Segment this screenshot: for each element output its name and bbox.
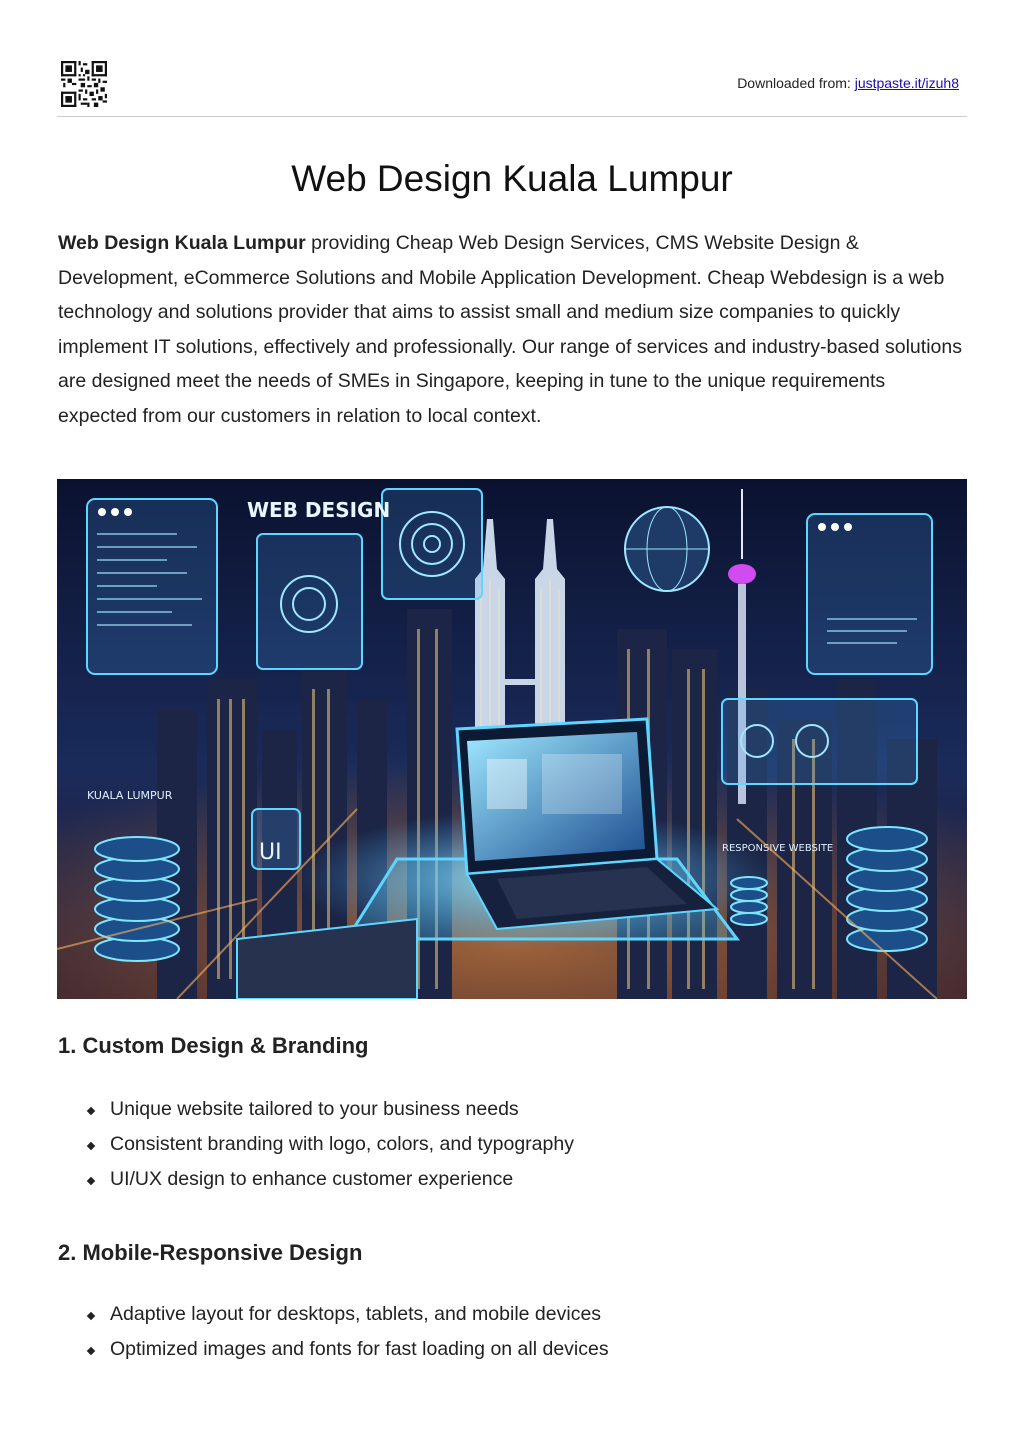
hero-image bbox=[57, 479, 967, 999]
qr-code-icon bbox=[61, 61, 107, 107]
list-item-text: Unique website tailored to your business needs bbox=[110, 1098, 519, 1120]
diamond-bullet-icon bbox=[87, 1107, 95, 1115]
download-source-label: Downloaded from: bbox=[737, 75, 855, 91]
header-divider bbox=[57, 116, 967, 117]
intro-text: providing Cheap Web Design Services, CMS Website Design & Development, eCommerce Solutions and Mobile Application Development. Cheap Webdesign is a web technology and solutions provider that aims to assist small and medium size companies to quickly implement IT solutions, effectively and professionally. Our range of services and industry-based solutions are designed meet the needs of SMEs in Singapore, keeping in tune to the unique requirements expected from our customers in relation to local context. bbox=[58, 232, 962, 427]
list-item-text: Adaptive layout for desktops, tablets, and mobile devices bbox=[110, 1303, 602, 1325]
section-heading-custom-design: 1. Custom Design & Branding bbox=[58, 1033, 369, 1058]
list-item bbox=[86, 1332, 609, 1367]
list-item-text: Consistent branding with logo, colors, and typography bbox=[110, 1133, 574, 1155]
source-link[interactable]: justpaste.it/izuh8 bbox=[854, 75, 959, 91]
diamond-bullet-icon bbox=[87, 1347, 95, 1355]
intro-bold-lead: Web Design Kuala Lumpur bbox=[58, 232, 306, 254]
kl-sign: KUALA LUMPUR bbox=[87, 789, 173, 802]
ui-sign: UI bbox=[259, 840, 282, 865]
list-item-text: Optimized images and fonts for fast loading on all devices bbox=[110, 1338, 609, 1360]
custom-design-list bbox=[86, 1092, 574, 1197]
intro-paragraph bbox=[58, 226, 968, 433]
list-item bbox=[86, 1162, 574, 1197]
list-item-text: UI/UX design to enhance customer experience bbox=[110, 1168, 514, 1190]
diamond-bullet-icon bbox=[87, 1177, 95, 1185]
hero-illustration bbox=[57, 479, 967, 999]
page-title: Web Design Kuala Lumpur bbox=[291, 158, 733, 199]
web-design-sign: WEB DESIGN bbox=[247, 498, 391, 522]
globe-hologram bbox=[625, 507, 709, 591]
mobile-responsive-list bbox=[86, 1297, 609, 1367]
list-item bbox=[86, 1297, 609, 1332]
download-source bbox=[737, 75, 959, 91]
list-item bbox=[86, 1092, 574, 1127]
section-heading-mobile-responsive: 2. Mobile-Responsive Design bbox=[58, 1240, 363, 1265]
responsive-sign: RESPONSIVE WEBSITE bbox=[722, 843, 834, 854]
diamond-bullet-icon bbox=[87, 1142, 95, 1150]
diamond-bullet-icon bbox=[87, 1312, 95, 1320]
list-item bbox=[86, 1127, 574, 1162]
